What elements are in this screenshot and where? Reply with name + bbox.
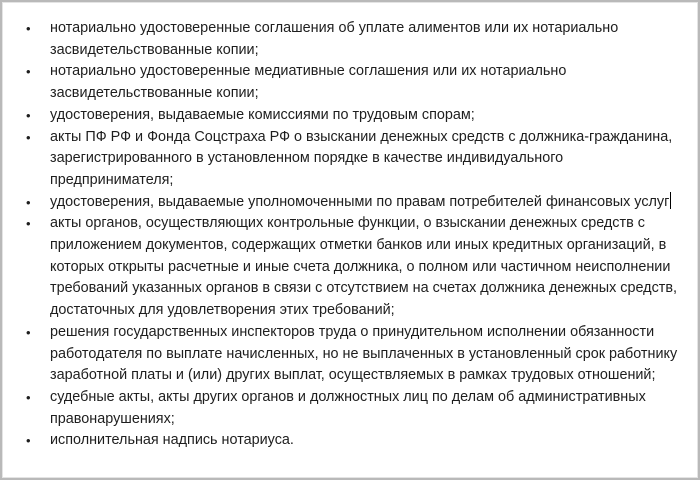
list-item-text: решения государственных инспекторов труда о принудительном исполнении обязанности работодателя по выплате начисленных, но не выплаченных в установленный срок работнику заработной платы и (или) других выплат, осуществляемых в рамках трудовых отношений; [50,323,678,384]
list-item [26,322,680,387]
bullet-icon: • [26,433,31,449]
list-item [26,213,680,322]
list-item [26,18,680,61]
list-item-text: удостоверения, выдаваемые комиссиями по трудовым спорам; [50,106,475,123]
list-item-text: акты органов, осуществляющих контрольные функции, о взыскании денежных средств с приложением документов, содержащих отметки банков или иных кредитных организаций, в которых открыты расчетные и иные счета должника, о полном или частичном неисполнении требований указанных органов в связи с отсутствием на счетах должника денежных средств, достаточных для удовлетворения этих требований; [50,215,678,319]
bullet-icon: • [26,389,31,405]
bullet-icon: • [26,21,31,36]
bullet-icon: • [26,107,31,123]
bullet-icon: • [26,194,31,210]
list-item-text: исполнительная надпись нотариуса. [50,432,294,449]
list-item [26,61,680,104]
list-item [26,127,680,192]
list-item-text: удостоверения, выдаваемые уполномоченными по правам потребителей финансовых услуг [50,193,670,210]
list-item-text: нотариально удостоверенные соглашения об уплате алиментов или их нотариально засвидетельствованные копии; [50,20,619,58]
bullet-icon: • [26,216,31,232]
list-item-text: судебные акты, акты других органов и должностных лиц по делам об административных правонарушениях; [50,388,646,427]
list-item [26,430,680,452]
list-item [26,192,680,214]
bullet-list [26,18,680,452]
bullet-icon: • [26,64,31,80]
bullet-icon: • [26,324,31,340]
list-item [26,105,680,127]
text-cursor [670,192,671,209]
bullet-icon: • [26,129,31,145]
list-item-text: нотариально удостоверенные медиативные соглашения или их нотариально засвидетельствованные копии; [50,63,567,102]
list-item [26,387,680,430]
list-item-text: акты ПФ РФ и Фонда Соцстраха РФ о взыскании денежных средств с должника-гражданина, зарегистрированного в установленном порядке в качестве индивидуального предпринимателя; [50,128,673,188]
